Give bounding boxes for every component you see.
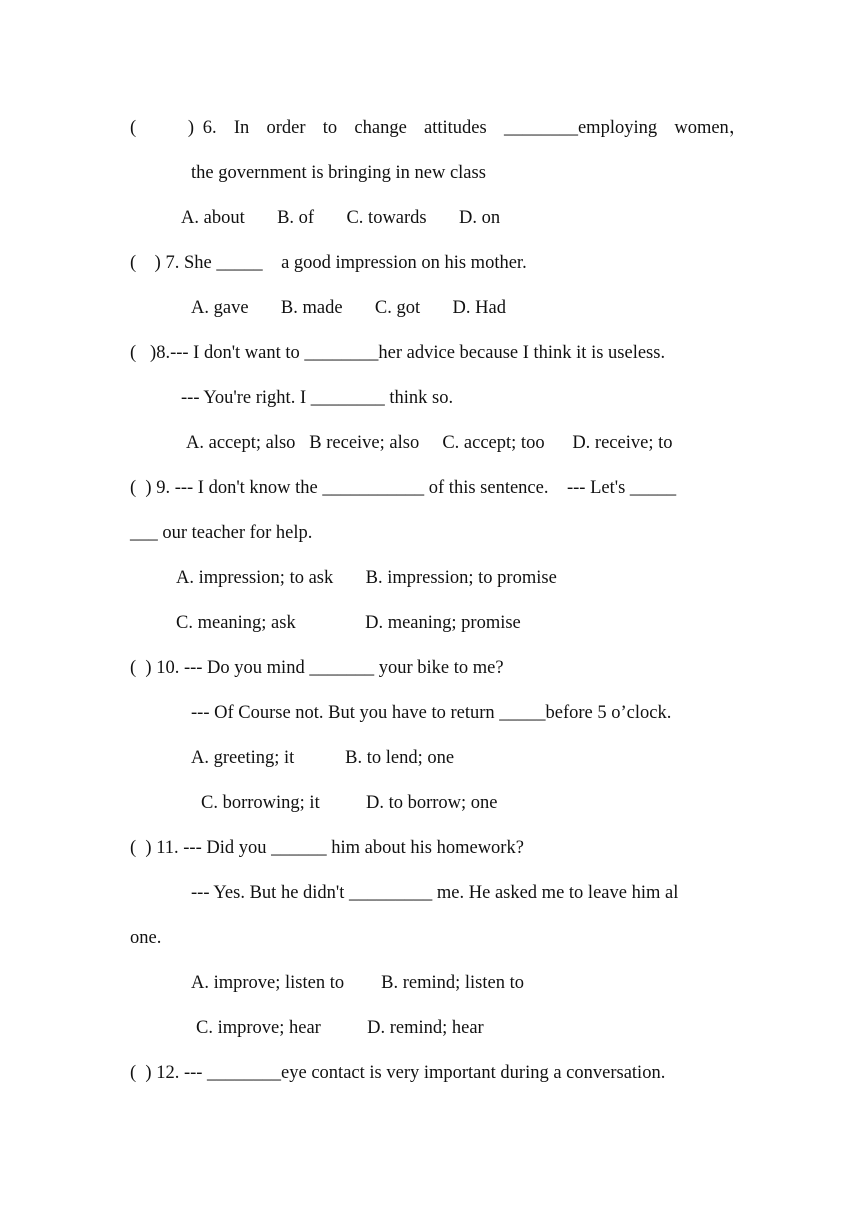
question-6-stem: ( ) 6. In order to change attitudes ________employing women，: [130, 118, 748, 138]
question-10-options-cd: C. borrowing; it D. to borrow; one: [201, 793, 498, 813]
question-12-stem: ( ) 12. --- ________eye contact is very important during a conversation.: [130, 1063, 666, 1083]
question-10-options-ab: A. greeting; it B. to lend; one: [191, 748, 455, 768]
question-9-options-cd: C. meaning; ask D. meaning; promise: [176, 613, 521, 633]
question-11-reply: --- Yes. But he didn't _________ me. He asked me to leave him al: [191, 883, 679, 903]
question-7-stem: ( ) 7. She _____ a good impression on his mother.: [130, 253, 527, 273]
question-11-options-cd: C. improve; hear D. remind; hear: [196, 1018, 484, 1038]
question-8-options: A. accept; also B receive; also C. accept; too D. receive; to: [186, 433, 673, 453]
question-10-stem: ( ) 10. --- Do you mind _______ your bike to me?: [130, 658, 504, 678]
question-11-reply-continued: one.: [130, 928, 162, 948]
question-9-options-ab: A. impression; to ask B. impression; to promise: [176, 568, 557, 588]
question-11-options-ab: A. improve; listen to B. remind; listen to: [191, 973, 524, 993]
question-6-stem-continued: the government is bringing in new class: [191, 163, 486, 183]
question-9-stem: ( ) 9. --- I don't know the ___________ of this sentence. --- Let's _____: [130, 478, 677, 498]
question-10-reply: --- Of Course not. But you have to return _____before 5 o’clock.: [191, 703, 672, 723]
question-7-options: A. gave B. made C. got D. Had: [191, 298, 506, 318]
question-8-stem: ( )8.--- I don't want to ________her advice because I think it is useless.: [130, 343, 666, 363]
question-11-stem: ( ) 11. --- Did you ______ him about his homework?: [130, 838, 524, 858]
question-9-stem-continued: ___ our teacher for help.: [130, 523, 313, 543]
question-8-reply: --- You're right. I ________ think so.: [181, 388, 454, 408]
question-6-options: A. about B. of C. towards D. on: [181, 208, 501, 228]
